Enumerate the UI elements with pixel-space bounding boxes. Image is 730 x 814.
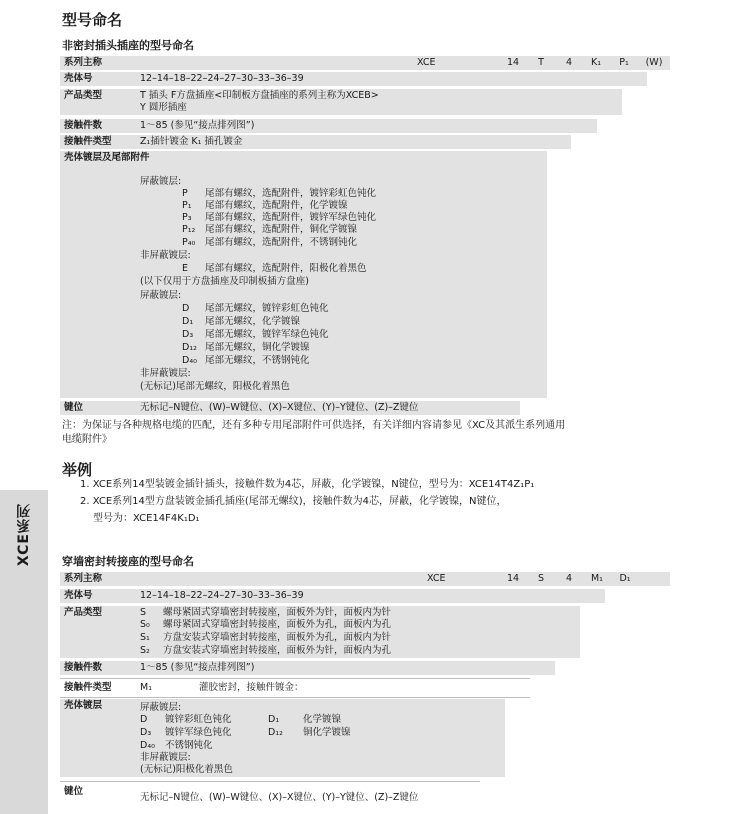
- plating2-code: D₁: [268, 714, 280, 725]
- shell-label: 壳体号: [64, 73, 93, 84]
- code2-series: XCE: [427, 573, 446, 584]
- plating2-code: D₃: [140, 727, 152, 738]
- code-keying: (W): [645, 57, 663, 68]
- plating2-label: 壳体镀层: [64, 700, 103, 711]
- header2-label: 系列主称: [64, 573, 103, 584]
- nonshield3-title: 非屏蔽镀层:: [140, 752, 191, 763]
- nonshield2-title: 非屏蔽镀层:: [140, 368, 191, 379]
- shield2-desc: 尾部无螺纹，化学镀镍: [205, 316, 301, 327]
- shield2-desc: 尾部无螺纹，镀锌军绿色钝化: [205, 329, 329, 340]
- shield2-code: D₁₂: [182, 342, 197, 353]
- shield-desc: 尾部有螺纹，选配附件，镀锌彩虹色钝化: [205, 188, 377, 199]
- nonshield2-value: (无标记)尾部无螺纹，阳极化着黑色: [140, 381, 290, 392]
- contacts-value: 1～85 (参见“接点排列图”): [140, 120, 255, 131]
- product2-label: 产品类型: [64, 607, 103, 618]
- product-line1: T 插头 F方盘插座<印制板方盘插座的系列主称为XCEB>: [140, 90, 379, 101]
- product2-desc: 方盘安装式穿墙密封转接座，面板外为针，面板内为孔: [163, 645, 392, 656]
- contact-type2-label: 接触件类型: [64, 682, 112, 693]
- keying-value: 无标记–N键位、(W)–W键位、(X)–X键位、(Y)–Y键位、(Z)–Z键位: [140, 402, 419, 413]
- nonshield-title: 非屏蔽镀层:: [140, 250, 191, 261]
- product2-desc: 螺母紧固式穿墙密封转接座，面板外为孔，面板内为孔: [163, 619, 392, 630]
- product2-desc: 方盘安装式穿墙密封转接座，面板外为孔，面板内为针: [163, 632, 392, 643]
- shell2-label: 壳体号: [64, 590, 93, 601]
- code-contact-type: K₁: [590, 57, 602, 68]
- divider: [60, 697, 530, 698]
- nonshield3-value: (无标记)阳极化着黑色: [140, 764, 233, 775]
- plating2-desc: 不锈钢钝化: [165, 740, 213, 751]
- contacts2-label: 接触件数: [64, 662, 103, 673]
- code2-contact-type: M₁: [590, 573, 603, 584]
- code2-plating: D₁: [619, 573, 631, 584]
- code-contacts: 4: [565, 57, 573, 68]
- product-label: 产品类型: [64, 90, 103, 101]
- shield-code: P₃: [182, 212, 192, 223]
- band2-contacts: [60, 661, 555, 675]
- shield-code: P: [182, 188, 188, 199]
- shield-title: 屏蔽镀层:: [140, 176, 182, 187]
- shield2-code: D₃: [182, 329, 194, 340]
- nonshield-desc: 尾部有螺纹，选配附件，阳极化着黑色: [205, 263, 367, 274]
- product-line2: Y 圆形插座: [140, 102, 187, 113]
- example-line2: 2. XCE系列14型方盘装镀金插孔插座(尾部无螺纹)，接触件数为4芯，屏蔽，化学镀镍，N键位，: [80, 496, 507, 507]
- contact-type2-code: M₁: [140, 682, 153, 693]
- shield2-desc: 尾部无螺纹，镀锌彩虹色钝化: [205, 303, 329, 314]
- code-shell: 14: [506, 57, 520, 68]
- code-series: XCE: [417, 57, 436, 68]
- band-contact-type: [60, 135, 571, 149]
- keying2-label: 键位: [64, 786, 84, 797]
- plating-note: (以下仅用于方盘插座及印制板插方盘座): [140, 276, 309, 287]
- contact-type2-desc: 灌胶密封，接触件镀金：: [199, 682, 304, 693]
- product2-code: S₁: [140, 632, 150, 643]
- plating2-desc: 镀锌军绿色钝化: [165, 727, 232, 738]
- code2-shell: 14: [506, 573, 520, 584]
- keying-label: 键位: [64, 402, 84, 413]
- divider: [60, 678, 530, 679]
- section2-title: 穿墙密封转接座的型号命名: [62, 555, 194, 568]
- shield3-title: 屏蔽镀层:: [140, 702, 182, 713]
- plating2-code: D: [140, 714, 148, 725]
- shield2-code: D₄₀: [182, 355, 197, 366]
- section1-title: 非密封插头插座的型号命名: [62, 39, 194, 52]
- plating2-desc: 铜化学镀镍: [303, 727, 351, 738]
- plating2-code: D₄₀: [140, 740, 155, 751]
- nonshield-code: E: [182, 263, 189, 274]
- plating2-desc: 镀锌彩虹色钝化: [165, 714, 232, 725]
- shell-value: 12–14–18–22–24–27–30–33–36–39: [140, 73, 304, 84]
- shield-desc: 尾部有螺纹，选配附件，镀锌军绿色钝化: [205, 212, 377, 223]
- shield-code: P₁: [182, 200, 192, 211]
- contacts2-value: 1～85 (参见“接点排列图”): [140, 662, 255, 673]
- shield-desc: 尾部有螺纹，选配附件，铜化学镀镍: [205, 224, 358, 235]
- keying2-value: 无标记–N键位、(W)–W键位、(X)–X键位、(Y)–Y键位、(Z)–Z键位: [140, 792, 419, 803]
- example-line3: 型号为：XCE14F4K₁D₁: [93, 513, 200, 524]
- shield-desc: 尾部有螺纹，选配附件，不锈钢钝化: [205, 237, 358, 248]
- plating2-code: D₁₂: [268, 727, 283, 738]
- shield2-code: D₁: [182, 316, 194, 327]
- contact-type-value: Z₁插针镀金 K₁ 插孔镀金: [140, 136, 243, 147]
- shield-desc: 尾部有螺纹，选配附件，化学镀镍: [205, 200, 348, 211]
- page-title: 型号命名: [62, 11, 123, 29]
- plating2-desc: 化学镀镍: [303, 714, 342, 725]
- contact-type-label: 接触件类型: [64, 136, 112, 147]
- shell2-value: 12–14–18–22–24–27–30–33–36–39: [140, 590, 304, 601]
- shield2-desc: 尾部无螺纹，不锈钢钝化: [205, 355, 310, 366]
- code2-contacts: 4: [565, 573, 573, 584]
- header-label: 系列主称: [64, 57, 103, 68]
- code-type: T: [538, 57, 544, 68]
- shield-code: P₄₀: [182, 237, 196, 248]
- examples-title: 举例: [62, 461, 93, 479]
- shield2-desc: 尾部无螺纹，铜化学镀镍: [205, 342, 310, 353]
- contacts-label: 接触件数: [64, 120, 103, 131]
- note-line1: 注：为保证与各种规格电缆的匹配，还有多种专用尾部附件可供选择，有关详细内容请参见《XC及其派生系列通用: [62, 420, 566, 431]
- code2-type: S: [537, 573, 545, 584]
- shield2-code: D: [182, 303, 190, 314]
- product2-desc: 螺母紧固式穿墙密封转接座，面板外为针，面板内为针: [163, 607, 392, 618]
- product2-code: S₂: [140, 645, 150, 656]
- plating-label: 壳体镀层及尾部附件: [64, 152, 150, 163]
- sidebar-label: XCE系列: [16, 503, 32, 567]
- note-line2: 电缆附件》: [62, 434, 112, 445]
- shield2-title: 屏蔽镀层:: [140, 290, 182, 301]
- example-line1: 1. XCE系列14型装镀金插针插头，接触件数为4芯，屏蔽，化学镀镍，N键位，型号为：XCE14T4Z₁P₁: [80, 479, 535, 490]
- divider: [60, 781, 480, 782]
- product2-code: S: [140, 607, 147, 618]
- shield-code: P₁₂: [182, 224, 196, 235]
- product2-code: S₀: [140, 619, 150, 630]
- code-plating: P₁: [619, 57, 629, 68]
